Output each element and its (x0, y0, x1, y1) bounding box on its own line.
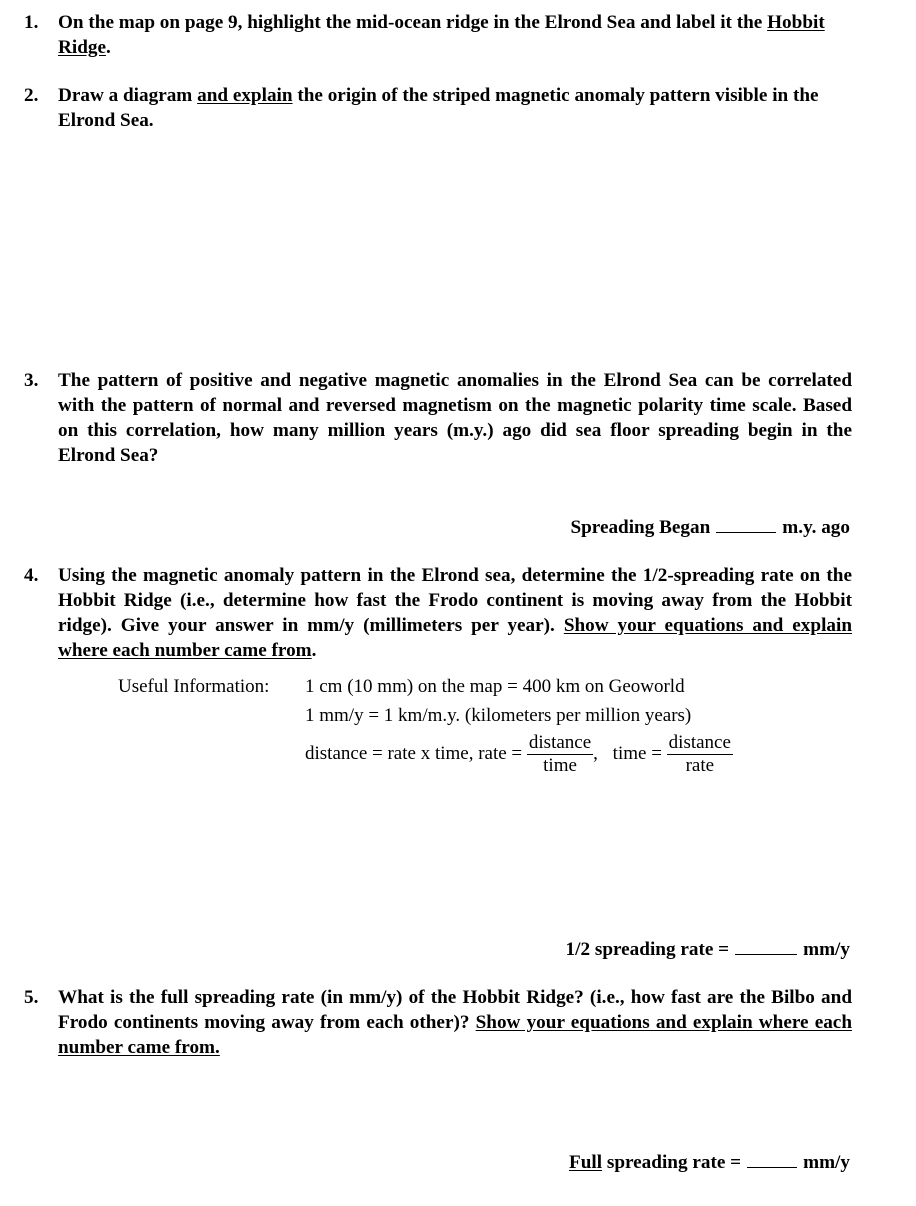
question-number: 5. (24, 987, 39, 1008)
question-text: Draw a diagram and explain the origin of the striped magnetic anomaly pattern visible in the Elrond Sea. (58, 85, 819, 131)
equations: distance = rate x time, rate = $\frac{\text{distance}}{\text{time}}$ , time = $\frac{\text{distance}}{\text{rate}}$ (305, 732, 731, 776)
question-2 (24, 83, 852, 133)
question-5 (24, 985, 852, 1060)
question-number: 2. (24, 85, 39, 106)
question-3 (24, 368, 852, 468)
question-text: Using the magnetic anomaly pattern in the Elrond sea, determine the 1/2-spreading rate on the Hobbit Ridge (i.e., determine how fast the Frodo continent is moving away from the Hobbit ridge). Give your answer in mm/y (millimeters per year). Show your equations and explain where each number came from. (58, 565, 852, 661)
useful-info-line-1: 1 cm (10 mm) on the map = 400 km on Geoworld (305, 676, 685, 697)
question-number: 4. (24, 565, 39, 586)
answer-blank[interactable] (747, 1153, 797, 1168)
question-text: The pattern of positive and negative magnetic anomalies in the Elrond Sea can be correlated with the pattern of normal and reversed magnetism on the magnetic polarity time scale. Based on this correlation, how many million years (m.y.) ago did sea floor spreading begin in the Elrond Sea? (58, 370, 852, 466)
underlined-text: and explain (197, 85, 293, 106)
spreading-began-answer: Spreading Began m.y. ago (570, 517, 850, 538)
useful-info-line-2: 1 mm/y = 1 km/m.y. (kilometers per million years) (305, 705, 692, 726)
answer-blank[interactable] (735, 940, 797, 955)
question-4 (24, 563, 852, 663)
question-1 (24, 10, 852, 60)
full-spreading-rate-answer: Full spreading rate = mm/y (569, 1152, 850, 1173)
fraction-time: $\frac{\text{distance}}{\text{rate}}$ (668, 732, 731, 776)
underlined-text: Show your equations and explain where each number came from. (58, 1012, 852, 1058)
fraction-rate: $\frac{\text{distance}}{\text{time}}$ (528, 732, 592, 776)
answer-blank[interactable] (716, 518, 776, 533)
underlined-text: Hobbit Ridge (58, 12, 825, 58)
underlined-text: Show your equations and explain where each number came from (58, 615, 852, 661)
question-text: What is the full spreading rate (in mm/y) of the Hobbit Ridge? (i.e., how fast are the Bilbo and Frodo continents moving away from each other)? Show your equations and explain where each number came from. (58, 987, 852, 1058)
useful-info-label: Useful Information: (118, 676, 270, 697)
question-number: 1. (24, 12, 39, 33)
question-number: 3. (24, 370, 39, 391)
question-text: On the map on page 9, highlight the mid-ocean ridge in the Elrond Sea and label it the Hobbit Ridge. (58, 12, 825, 58)
half-spreading-rate-answer: 1/2 spreading rate = mm/y (565, 939, 850, 960)
